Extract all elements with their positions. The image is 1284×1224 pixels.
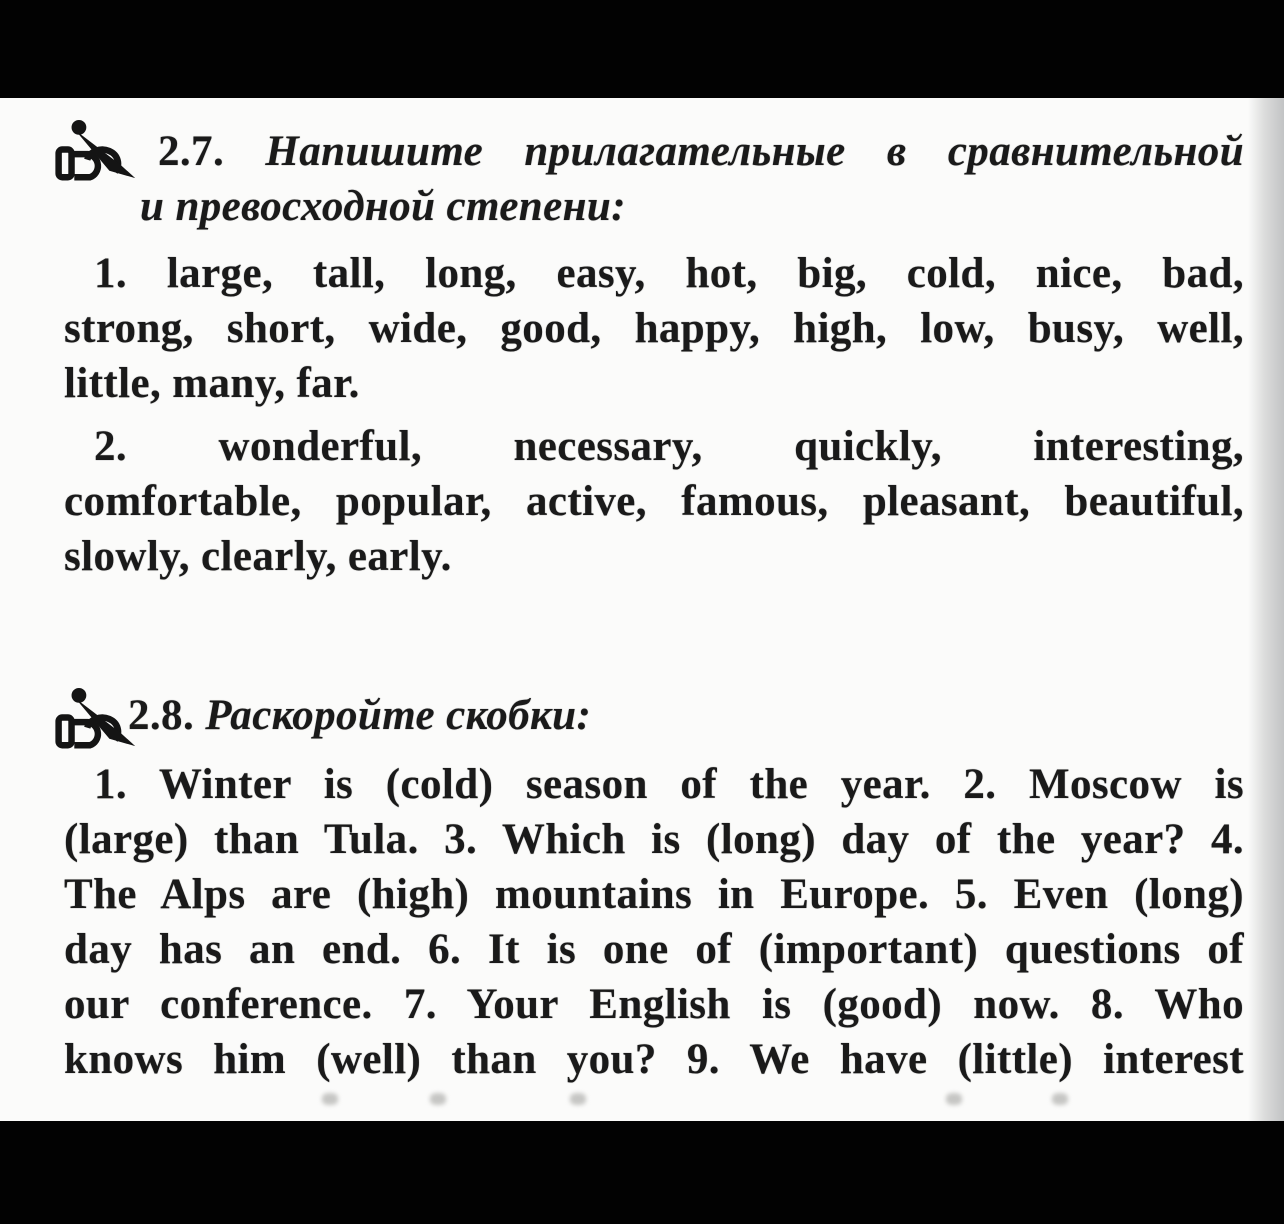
scan-artifact (1052, 1093, 1068, 1105)
page-text (64, 98, 1244, 1087)
scan-artifact (430, 1093, 446, 1105)
adjective-list-1 (64, 246, 1244, 411)
adverb-list-2 (64, 419, 1244, 584)
page-paper (0, 98, 1284, 1121)
text-line: (large) than Tula. 3. Which is (long) day of the year? 4. (64, 816, 1244, 863)
exercise-number: 2.8. (128, 692, 195, 739)
text-line: 2. wonderful, necessary, quickly, interesting, (94, 423, 1244, 470)
scan-artifact (570, 1093, 586, 1105)
text-line: slowly, clearly, early. (64, 533, 452, 580)
sentences-paragraph (64, 757, 1244, 1087)
text-line: knows him (well) than you? 9. We have (little) interest (64, 1036, 1244, 1083)
text-line: little, many, far. (64, 360, 360, 407)
exercise-2-7-heading (64, 124, 1244, 179)
scan-artifact (946, 1093, 962, 1105)
text-line: 1. large, tall, long, easy, hot, big, cold, nice, bad, (94, 250, 1244, 297)
exercise-2-8-heading (64, 688, 1244, 743)
text-line: comfortable, popular, active, famous, pleasant, beautiful, (64, 478, 1244, 525)
scan-artifact (322, 1093, 338, 1105)
page-edge-shadow (1248, 98, 1284, 1121)
top-black-border (0, 0, 1284, 98)
text-line: The Alps are (high) mountains in Europe. 5. Even (long) (64, 871, 1244, 918)
text-line: 1. Winter is (cold) season of the year. 2. Moscow is (94, 761, 1244, 808)
bottom-black-border (0, 1121, 1284, 1224)
exercise-number: 2.7. (158, 128, 225, 175)
text-line: our conference. 7. Your English is (good) now. 8. Who (64, 981, 1244, 1028)
text-line: strong, short, wide, good, happy, high, low, busy, well, (64, 305, 1244, 352)
text-line: day has an end. 6. It is one of (important) questions of (64, 926, 1244, 973)
exercise-title: Напишите прилагательные в сравнительной (265, 128, 1245, 175)
exercise-2-7-heading-line2: и превосходной степени: (140, 183, 626, 230)
exercise-title: Раскоройте скобки: (205, 692, 592, 739)
